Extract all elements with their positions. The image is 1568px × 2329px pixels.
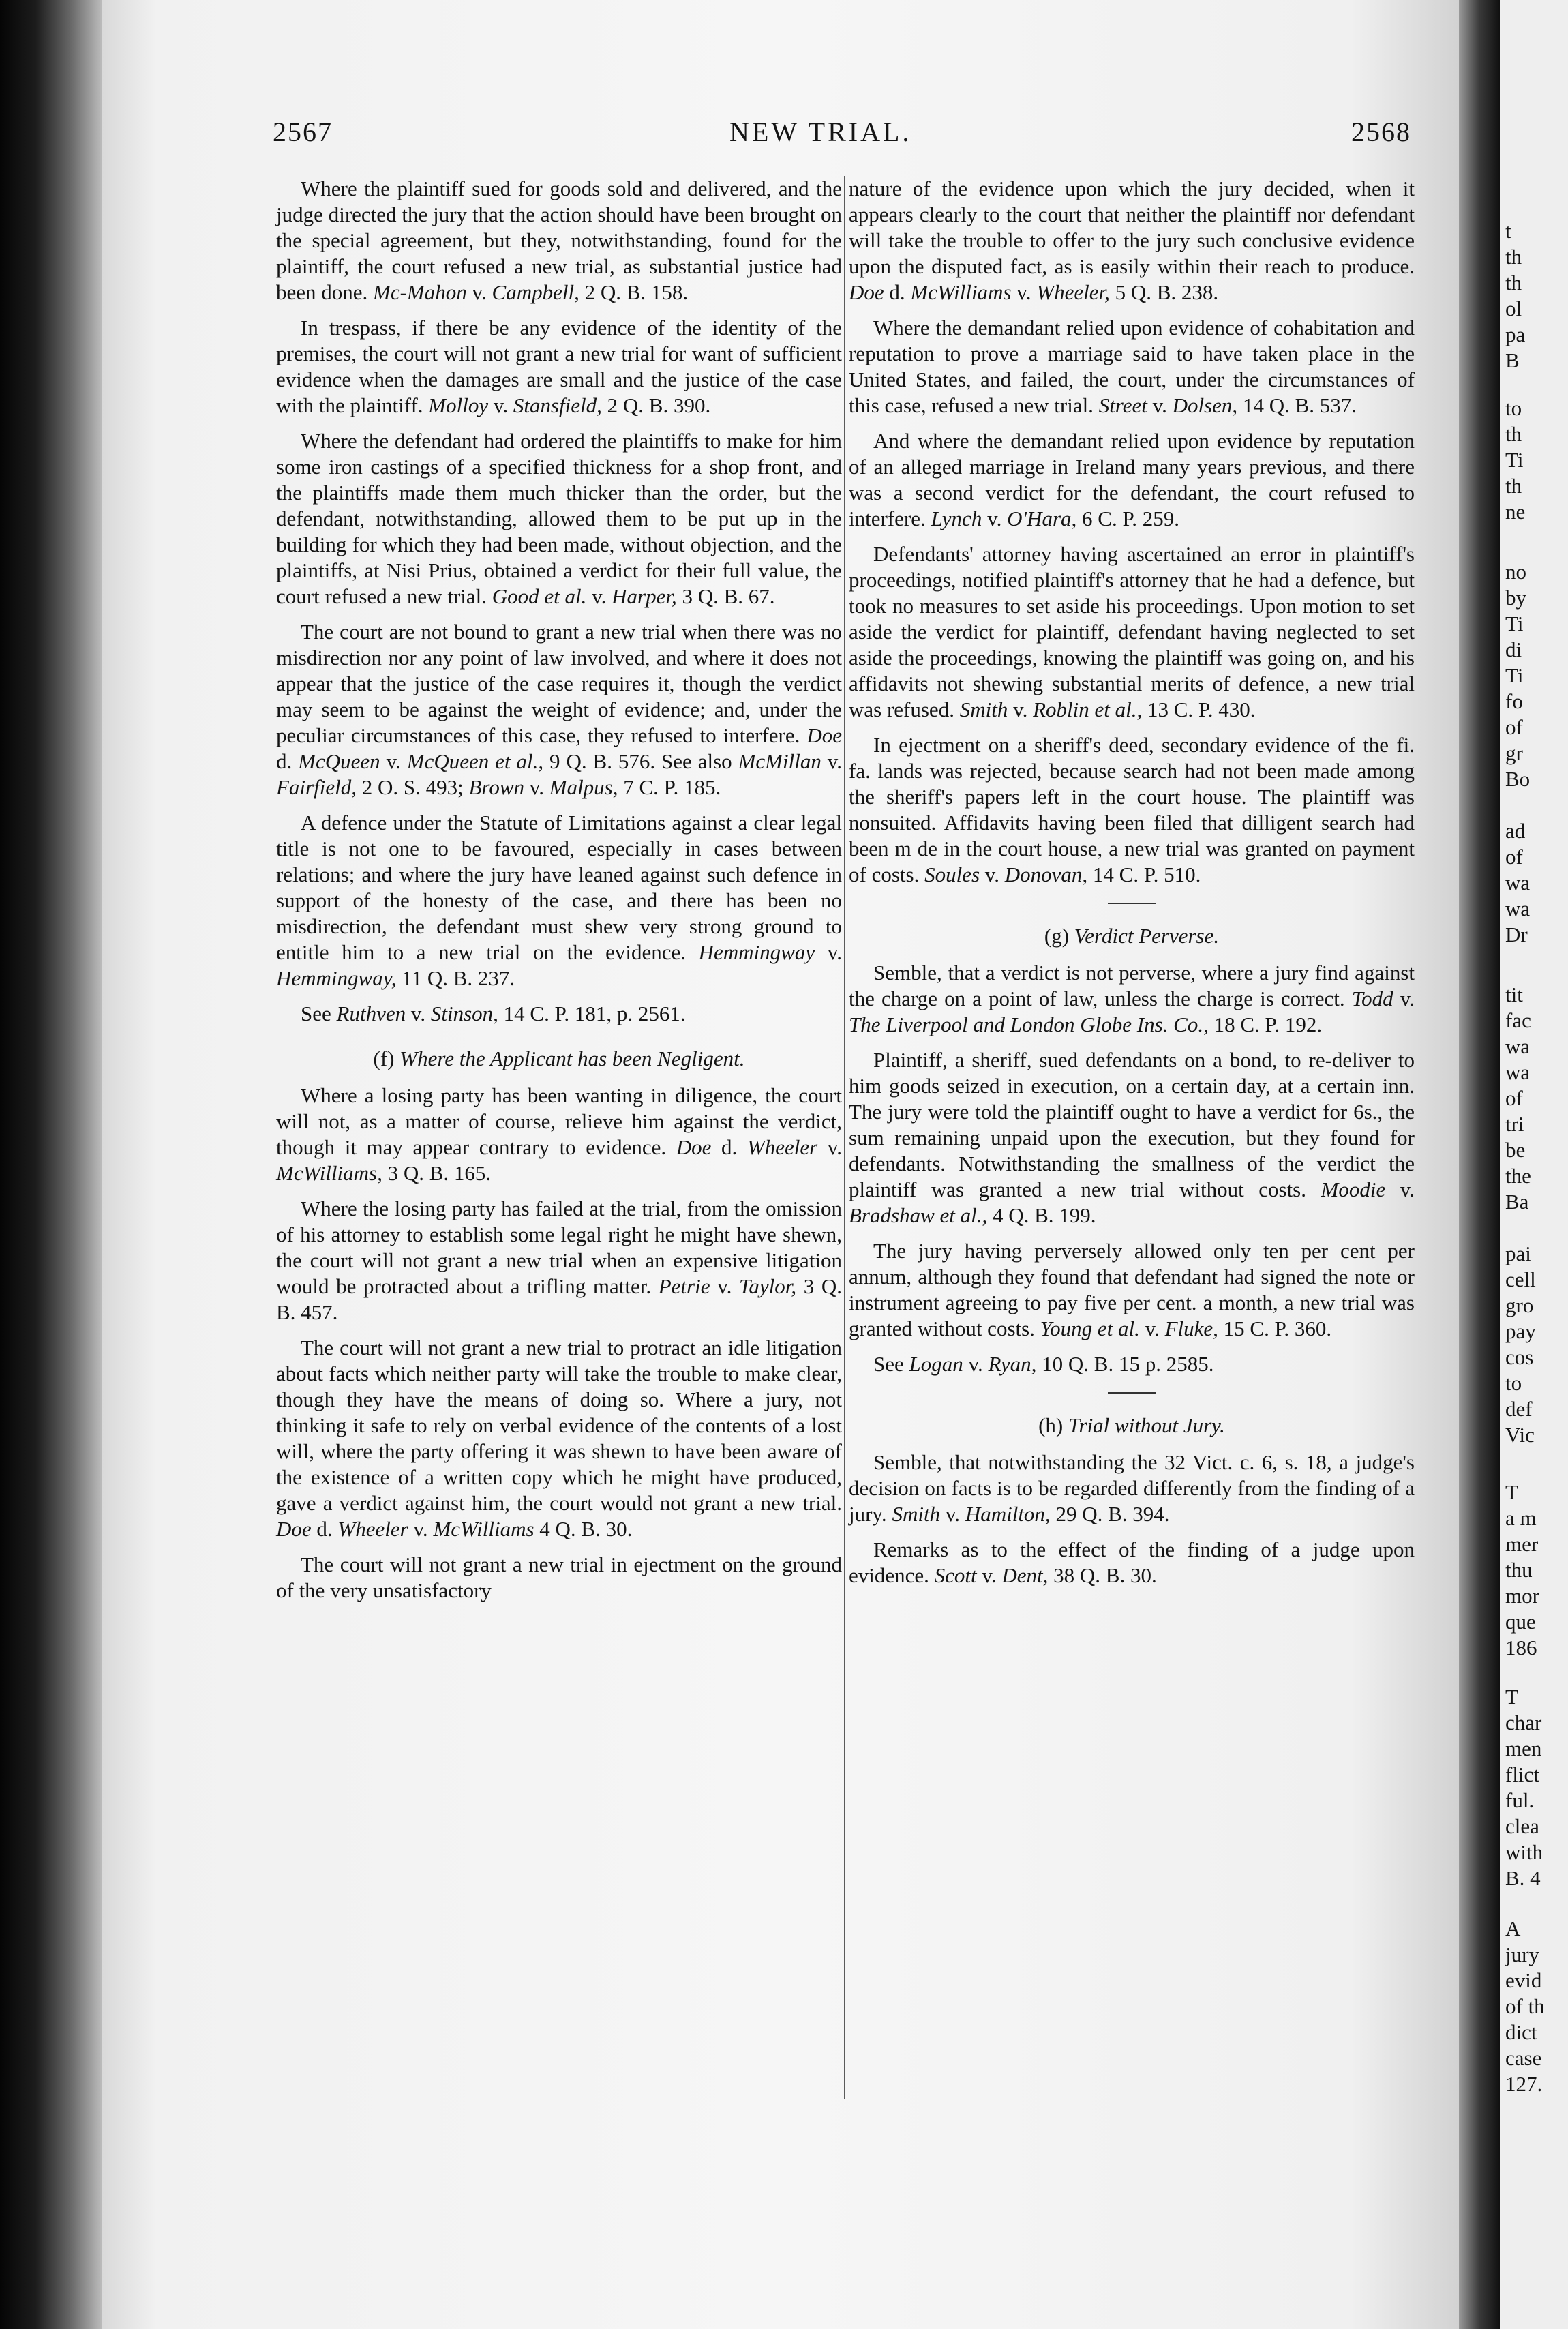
case-citation-name: Dolsen, bbox=[1172, 393, 1238, 417]
case-citation-name: O'Hara, bbox=[1007, 507, 1077, 530]
next-page-fragment: gr bbox=[1505, 741, 1523, 765]
next-page-fragment: cos bbox=[1505, 1345, 1534, 1369]
section-heading-text: Where the Applicant has been Negligent. bbox=[399, 1047, 745, 1070]
next-page-fragment: wa bbox=[1505, 1034, 1531, 1058]
case-citation-name: McWilliams bbox=[910, 280, 1012, 304]
paragraph-text: v. bbox=[408, 1517, 434, 1541]
paragraph-text: v. bbox=[1393, 987, 1415, 1010]
next-page-fragment: 186 bbox=[1505, 1636, 1537, 1659]
case-paragraph bbox=[849, 1449, 1415, 1527]
next-page-fragment: men bbox=[1505, 1737, 1542, 1760]
paragraph-text: Plaintiff, a sheriff, sued defendants on a bond, to re-deliver to him goods seized in execution, on a certain day, at a certain inn. The jury were told the plaintiff ought to have a verdict for 6s., the sum remaining unpaid upon the execution, but they found for defendants. Notwithstanding the smallness of the verdict the plaintiff was granted a new trial without costs. bbox=[849, 1048, 1415, 1201]
paragraph-text: v. bbox=[817, 1135, 843, 1159]
paragraph-text: v. bbox=[1385, 1177, 1415, 1201]
next-page-fragment: thu bbox=[1505, 1558, 1533, 1582]
case-citation-name: McWilliams bbox=[433, 1517, 534, 1541]
next-page-edge bbox=[1500, 0, 1568, 2329]
case-citation-name: Ryan, bbox=[988, 1352, 1037, 1376]
paragraph-text: d. bbox=[276, 749, 299, 773]
next-page-fragment: Bo bbox=[1505, 767, 1531, 791]
case-citation-name: Smith bbox=[892, 1502, 941, 1526]
case-citation-name: Campbell, bbox=[492, 280, 579, 304]
case-citation-name: Malpus, bbox=[549, 775, 618, 799]
case-paragraph bbox=[276, 176, 842, 305]
paragraph-text: 7 C. P. 185. bbox=[618, 775, 721, 799]
paragraph-text: 4 Q. B. 30. bbox=[534, 1517, 633, 1541]
running-title: NEW TRIAL. bbox=[729, 117, 912, 147]
section-rule bbox=[1108, 1392, 1156, 1394]
case-paragraph bbox=[849, 176, 1415, 305]
next-page-fragment: gro bbox=[1505, 1293, 1534, 1317]
paragraph-text: nature of the evidence upon which the jury decided, when it appears clearly to the court that neither the plaintiff nor defendant will take the trouble to offer to the jury such conclusive evidence upon the disputed fact, as is easily within their reach to produce. bbox=[849, 177, 1415, 278]
case-citation-name: Todd bbox=[1351, 987, 1393, 1010]
section-heading-label: (h) bbox=[1038, 1413, 1064, 1437]
case-paragraph bbox=[276, 810, 842, 991]
paragraph-text: v. bbox=[821, 749, 843, 773]
case-citation-name: Smith bbox=[959, 697, 1008, 721]
paragraph-text: v. bbox=[1139, 1317, 1165, 1340]
next-page-fragment: ful. bbox=[1505, 1788, 1535, 1812]
section-heading-text: Verdict Perverse. bbox=[1074, 924, 1220, 948]
case-citation-name: Dent, bbox=[1001, 1563, 1049, 1587]
case-citation-name: Roblin et al., bbox=[1033, 697, 1143, 721]
paragraph-text: 38 Q. B. 30. bbox=[1048, 1563, 1157, 1587]
paragraph-text: v. bbox=[1008, 697, 1034, 721]
next-page-fragment: mor bbox=[1505, 1584, 1539, 1608]
case-citation-name: Wheeler bbox=[747, 1135, 818, 1159]
right-page-number: 2568 bbox=[1351, 117, 1411, 147]
case-paragraph bbox=[849, 541, 1415, 723]
section-heading bbox=[849, 923, 1415, 949]
case-paragraph bbox=[276, 428, 842, 610]
left-column bbox=[276, 176, 842, 1613]
next-page-fragment: fo bbox=[1505, 689, 1523, 713]
next-page-fragment: def bbox=[1505, 1397, 1533, 1421]
paragraph-text: 2 Q. B. 390. bbox=[601, 393, 711, 417]
case-citation-name: McMillan bbox=[738, 749, 821, 773]
paragraph-text: 2 Q. B. 158. bbox=[579, 280, 689, 304]
paragraph-text: v. bbox=[488, 393, 513, 417]
next-page-fragment: th bbox=[1505, 474, 1522, 498]
next-page-fragment: ne bbox=[1505, 500, 1526, 524]
case-citation-name: Bradshaw et al., bbox=[849, 1203, 988, 1227]
next-page-fragment: th bbox=[1505, 271, 1522, 295]
paragraph-text: v. bbox=[710, 1274, 739, 1298]
case-citation-name: Young et al. bbox=[1040, 1317, 1140, 1340]
next-page-fragment: be bbox=[1505, 1138, 1526, 1162]
paragraph-text: Where the demandant relied upon evidence of cohabitation and reputation to prove a marriage said to have taken place in the United States, and failed, the court, under the circumstances of this case, refused a new trial. bbox=[849, 316, 1415, 417]
book-binding-left bbox=[0, 0, 102, 2329]
paragraph-text: 29 Q. B. 394. bbox=[1050, 1502, 1170, 1526]
case-citation-name: Doe bbox=[676, 1135, 712, 1159]
next-page-fragment: by bbox=[1505, 586, 1526, 610]
case-citation-name: Doe bbox=[849, 280, 884, 304]
paragraph-text: 11 Q. B. 237. bbox=[396, 966, 515, 990]
case-citation-name: Donovan, bbox=[1004, 862, 1088, 886]
right-column bbox=[849, 176, 1415, 1598]
case-citation-name: Hemmingway, bbox=[276, 966, 397, 990]
next-page-fragment: A bbox=[1505, 1917, 1521, 1940]
next-page-fragment: B. 4 bbox=[1505, 1866, 1541, 1890]
case-citation-name: Stansfield, bbox=[513, 393, 602, 417]
case-citation-name: Lynch bbox=[931, 507, 982, 530]
next-page-fragment: flict bbox=[1505, 1762, 1539, 1786]
case-citation-name: McQueen et al., bbox=[406, 749, 544, 773]
next-page-fragment: que bbox=[1505, 1610, 1536, 1634]
page-header bbox=[273, 116, 1411, 157]
next-page-fragment: mer bbox=[1505, 1532, 1539, 1556]
paragraph-text: In trespass, if there be any evidence of the identity of the premises, the court will not grant a new trial for want of sufficient evidence when the damages are small and the justice of the case with the plaintiff. bbox=[276, 316, 842, 417]
case-paragraph bbox=[276, 1196, 842, 1325]
paragraph-text: See bbox=[873, 1352, 909, 1376]
case-paragraph bbox=[276, 1001, 842, 1027]
section-heading bbox=[849, 1413, 1415, 1439]
case-citation-name: Hamilton, bbox=[965, 1502, 1051, 1526]
case-citation-name: Mc-Mahon bbox=[373, 280, 467, 304]
paragraph-text: v. bbox=[586, 584, 612, 608]
paragraph-text: v. bbox=[380, 749, 407, 773]
paragraph-text: 3 Q. B. 67. bbox=[676, 584, 775, 608]
next-page-fragment: clea bbox=[1505, 1814, 1539, 1838]
next-page-fragment: ad bbox=[1505, 819, 1526, 843]
case-citation-name: Doe bbox=[276, 1517, 312, 1541]
paragraph-text: A defence under the Statute of Limitations against a clear legal title is not one to be favoured, especially in cases between relations; and where the jury have leaned against such defence in support of the honesty of the case, and there has been no misdirection, the defendant must shew very strong ground to entitle him to a new trial on the evidence. bbox=[276, 811, 842, 964]
case-citation-name: Doe bbox=[806, 723, 842, 747]
next-page-fragment: th bbox=[1505, 422, 1522, 446]
paragraph-text: Defendants' attorney having ascertained an error in plaintiff's proceedings, notified plaintiff's attorney that he had a defence, but took no measures to set aside his proceedings. Upon motion to set aside the verdict for plaintiff, defendant having neglected to set aside the proceedings, knowing the plaintiff was going on, and his affidavits not shewing substantial merits of defence, a new trial was refused. bbox=[849, 542, 1415, 721]
case-paragraph bbox=[849, 428, 1415, 532]
next-page-fragment: of bbox=[1505, 715, 1523, 739]
next-page-fragment: T bbox=[1505, 1480, 1518, 1504]
paragraph-text: 6 C. P. 259. bbox=[1076, 507, 1180, 530]
case-citation-name: McWilliams, bbox=[276, 1161, 382, 1185]
paragraph-text: v. bbox=[976, 1563, 1002, 1587]
paragraph-text: Semble, that notwithstanding the 32 Vict. c. 6, s. 18, a judge's decision on facts is to be regarded differently from the finding of a jury. bbox=[849, 1450, 1415, 1526]
paragraph-text: Where the defendant had ordered the plaintiffs to make for him some iron castings of a specified thickness for a shop front, and the plaintiffs made them much thicker than the order, but the defendant, notwithstanding, allowed them to be put up in the building for which they had been made, without objection, and the plaintiffs, at Nisi Prius, obtained a verdict for their full value, the court refused a new trial. bbox=[276, 429, 842, 608]
paragraph-text: 3 Q. B. 165. bbox=[382, 1161, 492, 1185]
case-paragraph bbox=[849, 1238, 1415, 1342]
section-heading-label: (f) bbox=[373, 1047, 395, 1070]
case-citation-name: Good et al. bbox=[492, 584, 587, 608]
paragraph-text: v. bbox=[963, 1352, 989, 1376]
paragraph-text: v. bbox=[980, 862, 1005, 886]
paragraph-text: 14 C. P. 510. bbox=[1087, 862, 1201, 886]
next-page-fragment: Vic bbox=[1505, 1423, 1535, 1447]
case-citation-name: Taylor, bbox=[738, 1274, 797, 1298]
paragraph-text: Semble, that a verdict is not perverse, where a jury find against the charge on a point of law, unless the charge is correct. bbox=[849, 961, 1415, 1010]
next-page-fragment: pai bbox=[1505, 1242, 1531, 1265]
paragraph-text: 9 Q. B. 576. See also bbox=[543, 749, 738, 773]
next-page-fragment: B bbox=[1505, 348, 1520, 372]
next-page-fragment: Ba bbox=[1505, 1190, 1529, 1214]
case-citation-name: Logan bbox=[909, 1352, 963, 1376]
case-citation-name: Street bbox=[1098, 393, 1147, 417]
section-heading-label: (g) bbox=[1044, 924, 1070, 948]
paragraph-text: Remarks as to the effect of the finding of a judge upon evidence. bbox=[849, 1537, 1415, 1587]
next-page-fragment: tit bbox=[1505, 982, 1523, 1006]
paragraph-text: 5 Q. B. 238. bbox=[1109, 280, 1219, 304]
next-page-fragment: to bbox=[1505, 396, 1522, 420]
next-page-fragment: a m bbox=[1505, 1506, 1537, 1530]
next-page-fragment: no bbox=[1505, 560, 1526, 584]
next-page-fragment: pay bbox=[1505, 1319, 1536, 1343]
paragraph-text: 13 C. P. 430. bbox=[1142, 697, 1256, 721]
paragraph-text: 4 Q. B. 199. bbox=[987, 1203, 1096, 1227]
paragraph-text: v. bbox=[466, 280, 492, 304]
next-page-fragment: cell bbox=[1505, 1267, 1536, 1291]
case-citation-name: Wheeler, bbox=[1036, 280, 1110, 304]
case-citation-name: Petrie bbox=[658, 1274, 710, 1298]
paragraph-text: d. bbox=[311, 1517, 338, 1541]
next-page-fragment: the bbox=[1505, 1164, 1531, 1188]
next-page-fragment: to bbox=[1505, 1371, 1522, 1395]
paragraph-text: 18 C. P. 192. bbox=[1208, 1012, 1323, 1036]
case-citation-name: Brown bbox=[468, 775, 524, 799]
case-paragraph bbox=[276, 315, 842, 419]
paragraph-text: See bbox=[301, 1002, 337, 1025]
left-page-number: 2567 bbox=[273, 117, 333, 147]
next-page-fragment: ol bbox=[1505, 297, 1522, 320]
paragraph-text: 2 O. S. 493; bbox=[356, 775, 469, 799]
case-citation-name: McQueen bbox=[298, 749, 380, 773]
paragraph-text: v. bbox=[1147, 393, 1173, 417]
paragraph-text: 14 Q. B. 537. bbox=[1237, 393, 1357, 417]
case-paragraph bbox=[849, 732, 1415, 888]
section-heading bbox=[276, 1046, 842, 1072]
case-paragraph bbox=[849, 1537, 1415, 1589]
case-paragraph bbox=[849, 315, 1415, 419]
case-paragraph bbox=[276, 1083, 842, 1186]
case-paragraph bbox=[849, 960, 1415, 1038]
paragraph-text: The jury having perversely allowed only ten per cent per annum, although they found that defendant had signed the note or instrument agreeing to pay five per cent. a month, a new trial was granted without costs. bbox=[849, 1239, 1415, 1340]
case-citation-name: Soules bbox=[924, 862, 980, 886]
case-paragraph bbox=[849, 1351, 1415, 1377]
next-page-fragment: wa bbox=[1505, 897, 1531, 920]
case-citation-name: Moodie bbox=[1321, 1177, 1386, 1201]
case-paragraph bbox=[276, 1335, 842, 1542]
case-citation-name: Scott bbox=[934, 1563, 977, 1587]
case-citation-name: Fluke, bbox=[1164, 1317, 1218, 1340]
next-page-fragment: of th bbox=[1505, 1994, 1545, 2018]
next-page-fragment: pa bbox=[1505, 322, 1526, 346]
next-page-fragment: di bbox=[1505, 637, 1522, 661]
paragraph-text: v. bbox=[1011, 280, 1037, 304]
next-page-fragment: th bbox=[1505, 245, 1522, 269]
next-page-fragment: 127. bbox=[1505, 2072, 1543, 2096]
case-paragraph bbox=[849, 1047, 1415, 1229]
section-rule bbox=[1108, 903, 1156, 904]
next-page-fragment: Ti bbox=[1505, 612, 1524, 635]
paragraph-text: 15 C. P. 360. bbox=[1218, 1317, 1332, 1340]
next-page-fragment: case bbox=[1505, 2046, 1542, 2070]
next-page-fragment: wa bbox=[1505, 1060, 1531, 1084]
case-citation-name: Fairfield, bbox=[276, 775, 357, 799]
next-page-fragment: T bbox=[1505, 1685, 1518, 1709]
paragraph-text: v. bbox=[815, 940, 842, 964]
paragraph-text: v. bbox=[524, 775, 549, 799]
case-citation-name: Hemmingway bbox=[698, 940, 815, 964]
paragraph-text: Where the losing party has failed at the trial, from the omission of his attorney to establish some legal right he might have shewn, the court will not grant a new trial when an expensive litigation would be protracted about a trifling matter. bbox=[276, 1197, 842, 1298]
next-page-fragment: of bbox=[1505, 1086, 1523, 1110]
next-page-fragment: Ti bbox=[1505, 663, 1524, 687]
paragraph-text: And where the demandant relied upon evidence by reputation of an alleged marriage in Ireland many years previous, and there was a second verdict for the defendant, the court refused to interfere. bbox=[849, 429, 1415, 530]
case-citation-name: Stinson, bbox=[430, 1002, 498, 1025]
case-paragraph bbox=[276, 1552, 842, 1604]
paragraph-text: 10 Q. B. 15 p. 2585. bbox=[1036, 1352, 1214, 1376]
page-gutter bbox=[1459, 0, 1500, 2329]
paragraph-text: The court will not grant a new trial in ejectment on the ground of the very unsatisfactory bbox=[276, 1552, 842, 1602]
next-page-fragment: of bbox=[1505, 845, 1523, 869]
case-citation-name: The Liverpool and London Globe Ins. Co., bbox=[849, 1012, 1209, 1036]
next-page-fragment: Dr bbox=[1505, 922, 1528, 946]
next-page-fragment: Ti bbox=[1505, 448, 1524, 472]
next-page-fragment: tri bbox=[1505, 1112, 1524, 1136]
paragraph-text: 3 Q. B. 457. bbox=[276, 1274, 842, 1324]
next-page-fragment: jury bbox=[1505, 1942, 1539, 1966]
section-heading-text: Trial without Jury. bbox=[1068, 1413, 1225, 1437]
case-citation-name: Wheeler bbox=[337, 1517, 408, 1541]
next-page-fragment: t bbox=[1505, 219, 1511, 243]
case-citation-name: Ruthven bbox=[336, 1002, 406, 1025]
column-divider bbox=[844, 176, 845, 2099]
next-page-fragment: with bbox=[1505, 1840, 1543, 1864]
paragraph-text: d. bbox=[711, 1135, 747, 1159]
paragraph-text: 14 C. P. 181, p. 2561. bbox=[498, 1002, 686, 1025]
paragraph-text: Where a losing party has been wanting in diligence, the court will not, as a matter of course, relieve him against the verdict, though it may appear contrary to evidence. bbox=[276, 1083, 842, 1159]
paragraph-text: Where the plaintiff sued for goods sold and delivered, and the judge directed the jury that the action should have been brought on the special agreement, but they, notwithstanding, found for the plaintiff, the court refused a new trial, as substantial justice had been done. bbox=[276, 177, 842, 304]
paragraph-text: d. bbox=[884, 280, 911, 304]
next-page-fragment: char bbox=[1505, 1711, 1542, 1734]
paragraph-text: In ejectment on a sheriff's deed, secondary evidence of the fi. fa. lands was rejected, because search had not been made among the sheriff's papers left in the court house. The plaintiff was nonsuited. Affidavits having been filed that dilligent search had been m de in the court house, a new trial was granted on payment of costs. bbox=[849, 733, 1415, 886]
paragraph-text: The court are not bound to grant a new trial when there was no misdirection nor any point of law involved, and where it does not appear that the justice of the case requires it, though the verdict may seem to be against the weight of evidence; and, under the peculiar circumstances of this case, they refused to interfere. bbox=[276, 620, 842, 747]
case-citation-name: Harper, bbox=[612, 584, 677, 608]
paragraph-text: v. bbox=[982, 507, 1008, 530]
next-page-fragment: fac bbox=[1505, 1008, 1531, 1032]
case-citation-name: Molloy bbox=[428, 393, 489, 417]
paragraph-text: v. bbox=[940, 1502, 965, 1526]
next-page-fragment: evid bbox=[1505, 1968, 1542, 1992]
case-paragraph bbox=[276, 619, 842, 800]
next-page-fragment: dict bbox=[1505, 2020, 1537, 2044]
paragraph-text: v. bbox=[406, 1002, 431, 1025]
next-page-fragment: wa bbox=[1505, 871, 1531, 895]
paragraph-text: The court will not grant a new trial to protract an idle litigation about facts which neither party will take the trouble to make clear, though they have the means of doing so. Where a jury, not thinking it safe to rely on verbal evidence of the contents of a lost will, where the party offering it was shewn to have been aware of the existence of a written copy which he might have produced, gave a verdict against him, the court would not grant a new trial. bbox=[276, 1336, 842, 1515]
